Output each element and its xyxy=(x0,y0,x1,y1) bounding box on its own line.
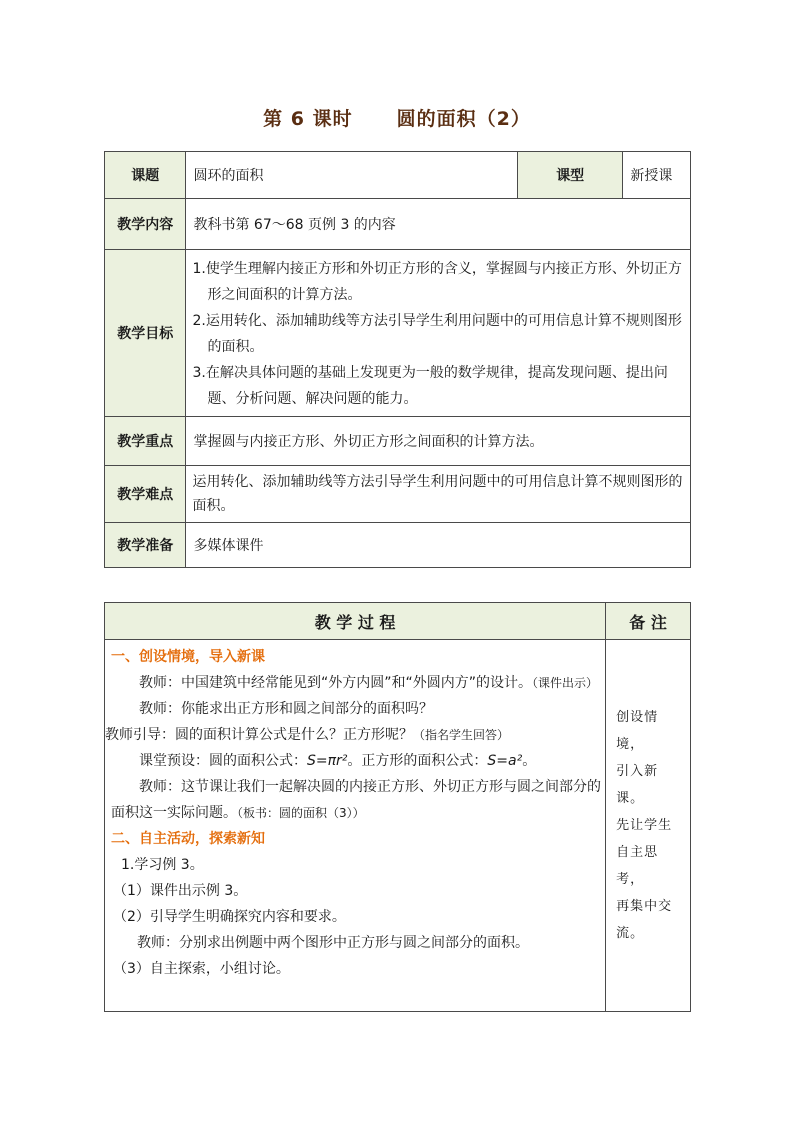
content-row xyxy=(105,199,691,250)
goal-item: 3.在解决具体问题的基础上发现更为一般的数学规律，提高发现问题、提出问题、分析问题、解决问题的能力。 xyxy=(192,365,668,407)
type-label: 课型 xyxy=(518,152,623,199)
content-value: 教科书第 67～68 页例 3 的内容 xyxy=(186,199,691,250)
key-row xyxy=(105,417,691,466)
paragraph: 教师：你能求出正方形和圆之间部分的面积吗？ xyxy=(139,701,433,717)
square-area-formula: S=a² xyxy=(487,753,523,769)
process-table xyxy=(104,602,691,1012)
difficulty-label: 教学难点 xyxy=(105,466,186,523)
paragraph: 1.学习例 3。 xyxy=(121,857,204,873)
note-line: 先让学生 xyxy=(616,818,673,833)
lesson-topic: 圆的面积（2） xyxy=(396,108,531,130)
process-content xyxy=(105,640,606,1012)
process-body-row xyxy=(105,640,691,1012)
difficulty-value: 运用转化、添加辅助线等方法引导学生利用问题中的可用信息计算不规则图形的面积。 xyxy=(186,466,691,523)
goals-row xyxy=(105,250,691,417)
notes-content xyxy=(606,640,691,1012)
note-line: 再集中交 xyxy=(616,899,673,914)
paragraph-note: （课件出示） xyxy=(532,676,599,690)
process-header-row xyxy=(105,603,691,640)
note-line: 流。 xyxy=(616,926,645,941)
key-value: 掌握圆与内接正方形、外切正方形之间面积的计算方法。 xyxy=(186,417,691,466)
key-label: 教学重点 xyxy=(105,417,186,466)
goal-item: 1.使学生理解内接正方形和外切正方形的含义，掌握圆与内接正方形、外切正方形之间面积的计算方法。 xyxy=(192,261,682,303)
paragraph: 教师引导：圆的面积计算公式是什么？正方形呢？（指名学生回答） xyxy=(105,727,510,743)
paragraph-note: （指名学生回答） xyxy=(413,728,510,742)
prep-row xyxy=(105,523,691,568)
topic-label: 课题 xyxy=(105,152,186,199)
section-title: 一、创设情境，导入新课 xyxy=(111,649,265,665)
paragraph-note: （板书：圆的面积（3）） xyxy=(237,806,365,820)
paragraph: 教师：中国建筑中经常能见到“外方内圆”和“外圆内方”的设计。（课件出示） xyxy=(139,675,599,691)
topic-row xyxy=(105,152,691,199)
paragraph: 教师：这节课让我们一起解决圆的内接正方形、外切正方形与圆之间部分的面积这一实际问题。（板书：圆的面积（3）） xyxy=(111,779,601,821)
circle-area-formula: S=πr² xyxy=(307,753,348,769)
paragraph: 教师：分别求出例题中两个图形中正方形与圆之间部分的面积。 xyxy=(137,935,529,951)
prep-value: 多媒体课件 xyxy=(186,523,691,568)
note-line: 自主思考， xyxy=(616,845,659,887)
goals-label: 教学目标 xyxy=(105,250,186,417)
paragraph: 课堂预设：圆的面积公式：S=πr²。正方形的面积公式：S=a²。 xyxy=(139,753,537,769)
topic-value: 圆环的面积 xyxy=(186,152,518,199)
lesson-number: 第 6 课时 xyxy=(263,108,353,130)
difficulty-row xyxy=(105,466,691,523)
page-title xyxy=(0,104,794,131)
paragraph: （1）课件出示例 3。 xyxy=(113,883,248,899)
goal-item: 2.运用转化、添加辅助线等方法引导学生利用问题中的可用信息计算不规则图形的面积。 xyxy=(192,313,682,355)
note-line: 引入新课。 xyxy=(616,764,659,806)
notes-header: 备 注 xyxy=(606,603,691,640)
type-value: 新授课 xyxy=(623,152,691,199)
paragraph: （3）自主探索，小组讨论。 xyxy=(113,961,290,977)
content-label: 教学内容 xyxy=(105,199,186,250)
note-line: 创设情境， xyxy=(616,710,659,752)
process-header: 教 学 过 程 xyxy=(105,603,606,640)
prep-label: 教学准备 xyxy=(105,523,186,568)
lesson-info-table xyxy=(104,151,691,568)
goals-list xyxy=(186,250,691,417)
paragraph: （2）引导学生明确探究内容和要求。 xyxy=(113,909,346,925)
section-title: 二、自主活动，探索新知 xyxy=(111,831,265,847)
